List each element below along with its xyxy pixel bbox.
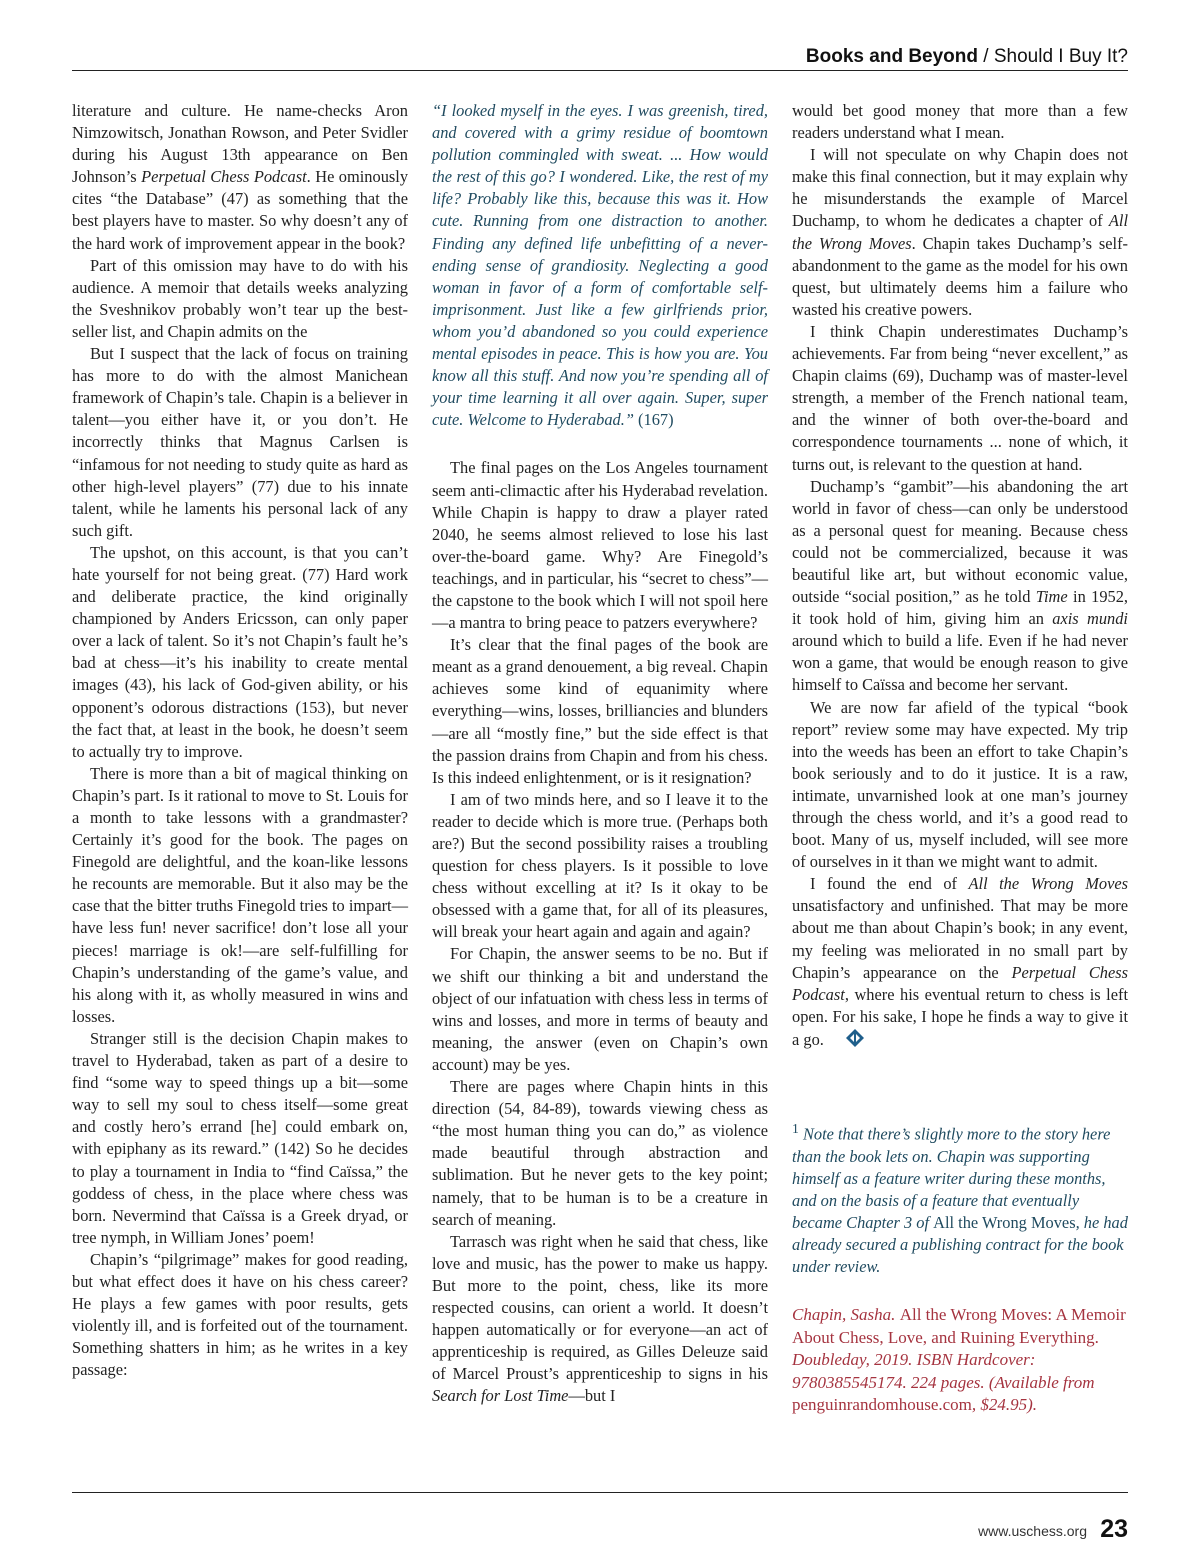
footer-url[interactable]: www.uschess.org [978,1523,1087,1539]
quote-citation: (167) [633,410,674,430]
book-title: All the Wrong Moves: A Memoir About Chess, Love, and Ruining Everything. [792,1305,1126,1347]
running-header [72,44,1128,71]
uschess-diamond-icon [827,1028,865,1054]
paragraph: But I suspect that the lack of focus on training has more to do with the almost Manichean framework of Chapin’s tale. Chapin is a believer in talent—you either have it, or you don’t. He incorrectly thinks that Magnus Carlsen is “infamous for not needing to study quite as hard as other high-level players” (77) due to his innate talent, while he laments his personal lack of any such gift. [72,344,408,540]
footnote-marker: 1 [792,1121,799,1137]
header-title [806,46,1128,68]
paragraph: I found the end of All the Wrong Moves unsatisfactory and unfinished. That may be more about me than about Chapin’s book; in any event, my feeling was meliorated in no small part by Chapin’s appearance on the Perpetual Chess Podcast, where his eventual return to chess is left open. For his sake, I hope he finds a way to give it a go. [792,873,1128,1054]
paragraph: literature and culture. He name-checks Aron Nimzowitsch, Jonathan Rowson, and Peter Svidler during his August 13th appearance on Ben Johnson’s Perpetual Chess Podcast. He ominously cites “the Database” (47) as something that the best players have to master. So why doesn’t any of the hard work of improvement appear in the book? [72,101,409,253]
article-column-1 [72,100,408,1381]
block-quote: “I looked myself in the eyes. I was greenish, tired, and covered with a grimy residue of boomtown pollution commingled with sweat. ... How would the rest of this go? I wondered. Like, the rest of my life? Probably like this, because this was it. How cute. Running from one distraction to another. Finding any defined life unbefitting of a never-ending sense of grandiosity. Neglecting a good woman in favor of a form of comfortable self-imprisonment. Just like a few girlfriends prior, whom you’d abandoned so you could experience mental episodes in peace. This is how you are. You know all this stuff. And now you’re spending all of your time learning it all over again. Super, super cute. Welcome to Hyderabad.” (167) [432,101,768,430]
header-separator: / [983,46,989,67]
paragraph: There is more than a bit of magical thinking on Chapin’s part. Is it rational to move to St. Louis for a month to take lessons with a grandmaster? Certainly it’s good for the book. The pages on Finegold are delightful, and the koan-like lessons he recounts are memorable. But it also may be the case that the bitter truths Finegold tries to impart—have less fun! never sacrifice! don’t lose all your pieces! marriage is ok!—are self-fulfilling for Chapin’s understanding of the game’s value, and his along with it, as wholly measured in wins and losses. [72,763,408,1026]
paragraph: would bet good money that more than a few readers understand what I mean. [792,101,1128,143]
paragraph: Stranger still is the decision Chapin makes to travel to Hyderabad, taken as part of a desire to find “some way to speed things up a bit—some way to sell my soul to chess itself—some great and costly hero’s errand [he] could embark on, with epiphany as its reward.” (142) So he decides to play a tournament in India to “find Caïssa,” the goddess of chess, in the place where chess was born. Nevermind that Caïssa is a Greek dryad, or tree nymph, in William Jones’ poem! [72,1028,408,1247]
article-column-2 [432,100,768,1407]
paragraph: Part of this omission may have to do with his audience. A memoir that details weeks analyzing the Sveshnikov probably won’t tear up the best-seller list, and Chapin admits on the [72,255,408,341]
paragraph: Chapin’s “pilgrimage” makes for good reading, but what effect does it have on his chess career? He plays a few games with poor results, gets violently ill, and is forfeited out of the tournament. Something shatters in him; as he writes in a key passage: [72,1249,408,1380]
paragraph: We are now far afield of the typical “book report” review some may have expected. My trip into the weeds has been an effort to take Chapin’s book seriously and to do it justice. It is a raw, intimate, unvarnished look at one man’s journey through the chess world, and it’s a good read to boot. Many of us, myself included, will see more of ourselves in it than we might want to admit. [792,697,1128,872]
paragraph: It’s clear that the final pages of the book are meant as a grand denouement, a big reveal. Chapin achieves some kind of equanimity where everything—wins, losses, brilliancies and blunders—are all “mostly fine,” but the side effect is that the passion drains from Chapin and from his chess. Is this indeed enlightenment, or is it resignation? [432,635,768,787]
page-number: 23 [1100,1515,1128,1543]
paragraph: The final pages on the Los Angeles tournament seem anti-climactic after his Hyderabad revelation. While Chapin is happy to draw a player rated 2040, he seems almost relieved to lose his last over-the-board game. Why? Are Finegold’s teachings, and in particular, his “secret to chess”—the capstone to the book which I will not spoil here—a mantra to bring peace to patzers everywhere? [432,458,768,633]
footer-divider [72,1492,1128,1493]
book-publisher: Doubleday, 2019. ISBN Hardcover: 9780385545174. 224 pages. (Available from [792,1350,1095,1392]
book-site-link[interactable]: penguinrandomhouse.com [792,1395,972,1415]
paragraph: Duchamp’s “gambit”—his abandoning the art world in favor of chess—can only be understood as a personal quest for meaning. Because chess could not be commercialized, because it was beautiful like art, but without economic value, outside “social position,” as he told Time in 1952, it took hold of him, giving him an axis mundi around which to build a life. Even if he had never won a game, that would be enough reason to give himself to Caïssa and become her servant. [792,476,1128,695]
book-author: Chapin, Sasha. [792,1305,896,1325]
article-column-3 [792,100,1128,1417]
paragraph: There are pages where Chapin hints in this direction (54, 84-89), towards viewing chess as “the most human thing you can do,” as violence made beautiful through abstraction and sublimation. But he never gets to the key point; namely, that to be human is to be a creature in search of meaning. [432,1077,768,1229]
footnote: $^1$ Note that there’s slightly more to the story here than the book lets on. Chapin was supporting himself as a feature writer during these months, and on the basis of a feature that eventually became Chapter 3 of All the Wrong Moves, he had already secured a publishing contract for the book under review. [792,1121,1128,1277]
header-subsection: Should I Buy It? [993,46,1128,67]
paragraph: The upshot, on this account, is that you can’t hate yourself for not being great. (77) Hard work and deliberate practice, the kind originally championed by Anders Ericsson, can only paper over a lack of talent. So it’s not Chapin’s fault he’s bad at chess—it’s his inability to create mental images (43), his lack of God-given ability, or his opponent’s odorous distractions (153), but never the fact that, at least in the book, he doesn’t seem to actually try to improve. [72,542,408,761]
paragraph: For Chapin, the answer seems to be no. But if we shift our thinking a bit and understand the object of our infatuation with chess less in terms of wins and losses, and more in terms of beauty and meaning, the answer (even on Chapin’s own account) may be yes. [432,944,768,1074]
paragraph: I think Chapin underestimates Duchamp’s achievements. Far from being “never excellent,” as Chapin claims (69), Duchamp was of master-level strength, a member of the French national team, and the winner of both over-the-board and correspondence tournaments ... none of which, it turns out, is relevant to the question at hand. [792,321,1128,474]
header-section: Books and Beyond [805,46,978,67]
paragraph: I am of two minds here, and so I leave it to the reader to decide which is more true. (Perhaps both are?) But the second possibility raises a troubling question for chess players. Is it possible to love chess without excelling at it? Is it okay to be obsessed with a game that, for all of its pleasures, will break your heart again and again and again? [432,789,768,942]
book-info: Chapin, Sasha. All the Wrong Moves: A Memoir About Chess, Love, and Ruining Everything. Doubleday, 2019. ISBN Hardcover: 9780385545174. 224 pages. (Available from penguinrandomhouse.com, $24.95). [792,1305,1126,1415]
paragraph: Tarrasch was right when he said that chess, like love and music, has the power to make us happy. But more to the point, chess, like its more respected cousins, can orient a world. It doesn’t happen automatically or for everyone—an act of apprenticeship is required, as Gilles Deleuze said of Marcel Proust’s apprenticeship to signs in his Search for Lost Time—but I [432,1231,768,1406]
paragraph: I will not speculate on why Chapin does not make this final connection, but it may explain why he misunderstands the example of Marcel Duchamp, to whom he dedicates a chapter of All the Wrong Moves. Chapin takes Duchamp’s self-abandonment to the game as the model for his own quest, but ultimately deems him a failure who wasted his creative powers. [792,145,1128,319]
